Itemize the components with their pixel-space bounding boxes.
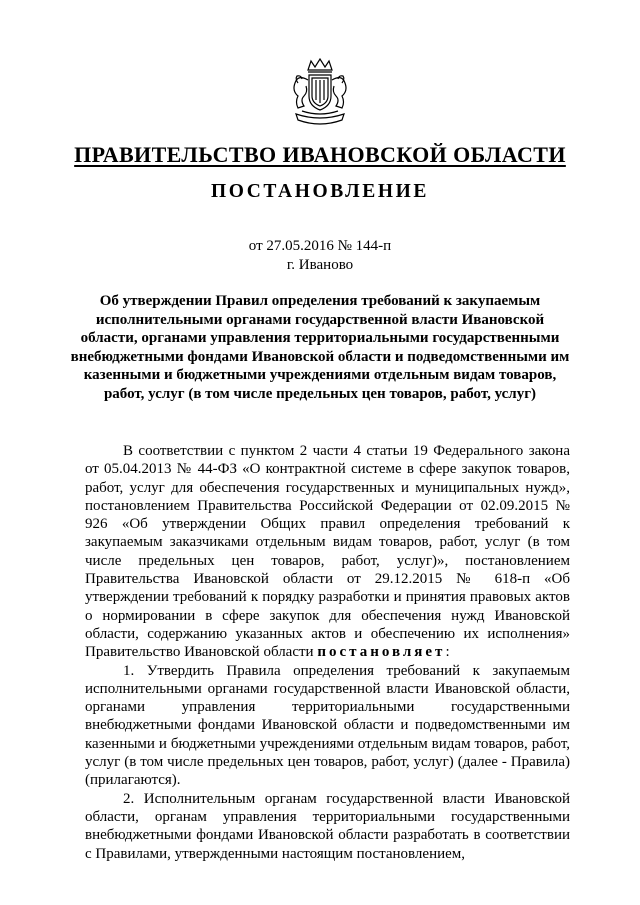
item-2-paragraph: 2. Исполнительным органам государственной власти Ивановской области, органам управления территориальными государственными внебюджетными фондами Ивановской области разработать в соответствии с Правилами, утвержденными настоящим постановлением,: [85, 790, 570, 862]
preamble-tail: :: [445, 644, 450, 661]
preamble-paragraph: [85, 442, 570, 662]
organization-title: ПРАВИТЕЛЬСТВО ИВАНОВСКОЙ ОБЛАСТИ: [74, 142, 566, 167]
preamble-text: В соответствии с пунктом 2 части 4 статьи 19 Федерального закона от 05.04.2013 № 44-ФЗ «О контрактной системе в сфере закупок товаров, работ, услуг для обеспечения государственных и муниципальных нужд», постановлением Правительства Российской Федерации от 02.09.2015 № 926 «Об утверждении Общих правил определения требований к закупаемым заказчиками отдельным видам товаров, работ, услуг (в том числе предельных цен товаров, работ, услуг)», постановлением Правительства Ивановской области от 29.12.2015 № 618-п «Об утверждении требований к порядку разработки и принятия правовых актов о нормировании в сфере закупок для обеспечения нужд Ивановской области, содержанию указанных актов и обеспечению их исполнения» Правительство Ивановской области: [85, 443, 570, 661]
date-number: от 27.05.2016 № 144-п: [248, 238, 392, 254]
decision-word: постановляет: [317, 644, 446, 661]
city: г. Иваново: [286, 257, 354, 273]
coat-of-arms-icon: [286, 56, 354, 132]
document-subject: Об утверждении Правил определения требований к закупаемым исполнительными органами государственной власти Ивановской области, органами управления территориальными государственными внебюджетными фондами Ивановской области и подведомственными им казенными и бюджетными учреждениями отдельным видам товаров, работ, услуг (в том числе предельных цен товаров, работ, услуг): [70, 293, 570, 402]
item-1-paragraph: 1. Утвердить Правила определения требований к закупаемым исполнительными органами государственной власти Ивановской области, органами управления территориальными государственными внебюджетными фондами Ивановской области и подведомственными им казенными и бюджетными учреждениями отдельным видам товаров, работ, услуг (в том числе предельных цен товаров, работ, услуг) (далее - Правила) (прилагаются).: [85, 662, 570, 789]
document-body: [85, 442, 570, 863]
document-type: ПОСТАНОВЛЕНИЕ: [210, 181, 430, 202]
